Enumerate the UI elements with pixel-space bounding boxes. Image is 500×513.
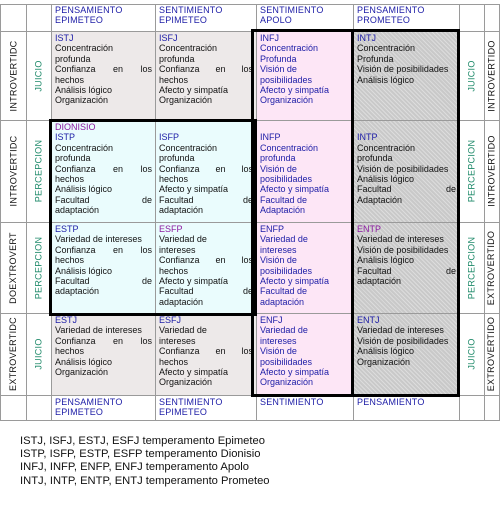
row-label-left-inner-3: PERCEPCION bbox=[33, 236, 44, 299]
row-label-left-inner-1: JUICIO bbox=[33, 59, 44, 92]
temperament-legend bbox=[20, 435, 270, 488]
cell-intj: INTJ Concentración Profunda Visión de posibilidades Análisis lógico bbox=[357, 33, 449, 85]
row-label-right-inner-4: JUICIO bbox=[466, 338, 477, 370]
cell-esfj: ESFJ Variedad de intereses Confianza en los hechos Afecto y simpatía Organización bbox=[159, 315, 253, 388]
legend-line-prometeo: INTJ, INTP, ENTP, ENTJ temperamento Prometeo bbox=[20, 474, 270, 487]
legend-line-epimeteo: ISTJ, ISFJ, ESTJ, ESFJ temperamento Epimeteo bbox=[20, 435, 265, 447]
cell-estp: ESTP Variedad de intereses Confianza en los hechos Análisis lógico Facultad de adaptación bbox=[55, 224, 152, 297]
cell-enfj: ENFJ Variedad de intereses Visión de posibilidades Afecto y simpatía Organización bbox=[260, 315, 330, 388]
row-label-right-inner-2: PERCEPCION bbox=[466, 139, 477, 203]
row-label-right-outer-2: INTROVERTIDO bbox=[486, 135, 497, 207]
cell-intp: INTP Concentración profunda Visión de posibilidades Análisis lógico Facultad de Adaptación bbox=[357, 132, 456, 205]
row-label-right-inner-1: JUICIO bbox=[466, 59, 477, 92]
cell-istp: DIONISIO ISTP Concentración profunda Confianza en los hechos Análisis lógico Facultad de adaptación bbox=[55, 122, 152, 216]
row-label-right-outer-3: EXTROVERTIDO bbox=[486, 230, 497, 305]
cell-istj: ISTJ Concentración profunda Confianza en los hechos Análisis lógico Organización bbox=[55, 33, 152, 106]
header-bottom-4: PENSAMIENTO bbox=[357, 397, 425, 407]
header-bottom-3: SENTIMIENTO bbox=[260, 397, 324, 407]
header-bottom-2: SENTIMIENTO EPIMETEO bbox=[159, 397, 223, 417]
cell-entp: ENTP Variedad de intereses Visión de posibilidades Análisis lógico Facultad de adaptación bbox=[357, 224, 456, 287]
row-label-right-inner-3: PERCEPCION bbox=[466, 236, 477, 299]
temperament-table bbox=[0, 4, 500, 420]
intuitive-group-border bbox=[251, 29, 460, 397]
legend-line-apolo: INFJ, INFP, ENFP, ENFJ temperamento Apolo bbox=[20, 461, 250, 474]
row-label-left-outer-2: INTROVERTIDC bbox=[8, 135, 18, 207]
cell-infp: INFP Concentración profunda Visión de posibilidades Afecto y simpatía Facultad de Adaptación bbox=[260, 132, 330, 216]
cell-entj: ENTJ Variedad de intereses Visión de posibilidades Análisis lógico Organización bbox=[357, 315, 449, 367]
dionisio-group-border bbox=[49, 119, 257, 316]
row-label-left-inner-2: PERCEPCION bbox=[33, 139, 44, 203]
header-top-3: SENTIMIENTO APOLO bbox=[260, 5, 324, 25]
row-label-left-inner-4: JUICIO bbox=[33, 338, 44, 370]
row-label-right-outer-4: EXTROVERTIDO bbox=[486, 316, 497, 392]
cell-esfp: ESFP Variedad de intereses Confianza en los hechos Afecto y simpatía Facultad de adaptación bbox=[159, 224, 253, 307]
cell-enfp: ENFP Variedad de intereses Visión de posibilidades Afecto y simpatía Facultad de adaptación bbox=[260, 224, 330, 307]
header-bottom-1: PENSAMIENTO EPIMETEO bbox=[55, 397, 123, 417]
apolo-prometeo-divider bbox=[351, 31, 354, 395]
legend-line-dionisio: ISTP, ISFP, ESTP, ESFP temperamento Dionisio bbox=[20, 448, 261, 461]
cell-isfp: ISFP Concentración profunda Confianza en los hechos Afecto y simpatía Facultad de adaptación bbox=[159, 132, 253, 216]
cell-infj: INFJ Concentración Profunda Visión de posibilidades Afecto y simpatía Organización bbox=[260, 33, 330, 106]
row-label-left-outer-3: DOEXTROVERT bbox=[8, 231, 18, 304]
row-label-left-outer-1: INTROVERTIDC bbox=[8, 40, 18, 111]
row-label-left-outer-4: EXTROVERTIDC bbox=[8, 317, 19, 391]
cell-isfj: ISFJ Concentración profunda Confianza en los hechos Afecto y simpatía Organización bbox=[159, 33, 253, 106]
header-top-1: PENSAMIENTO EPIMETEO bbox=[55, 5, 123, 25]
cell-estj: ESTJ Variedad de intereses Confianza en los hechos Análisis lógico Organización bbox=[55, 315, 152, 378]
header-top-2: SENTIMIENTO EPIMETEO bbox=[159, 5, 223, 25]
header-top-4: PENSAMIENTO PROMETEO bbox=[357, 5, 425, 25]
row-label-right-outer-1: INTROVERTIDO bbox=[486, 39, 497, 112]
